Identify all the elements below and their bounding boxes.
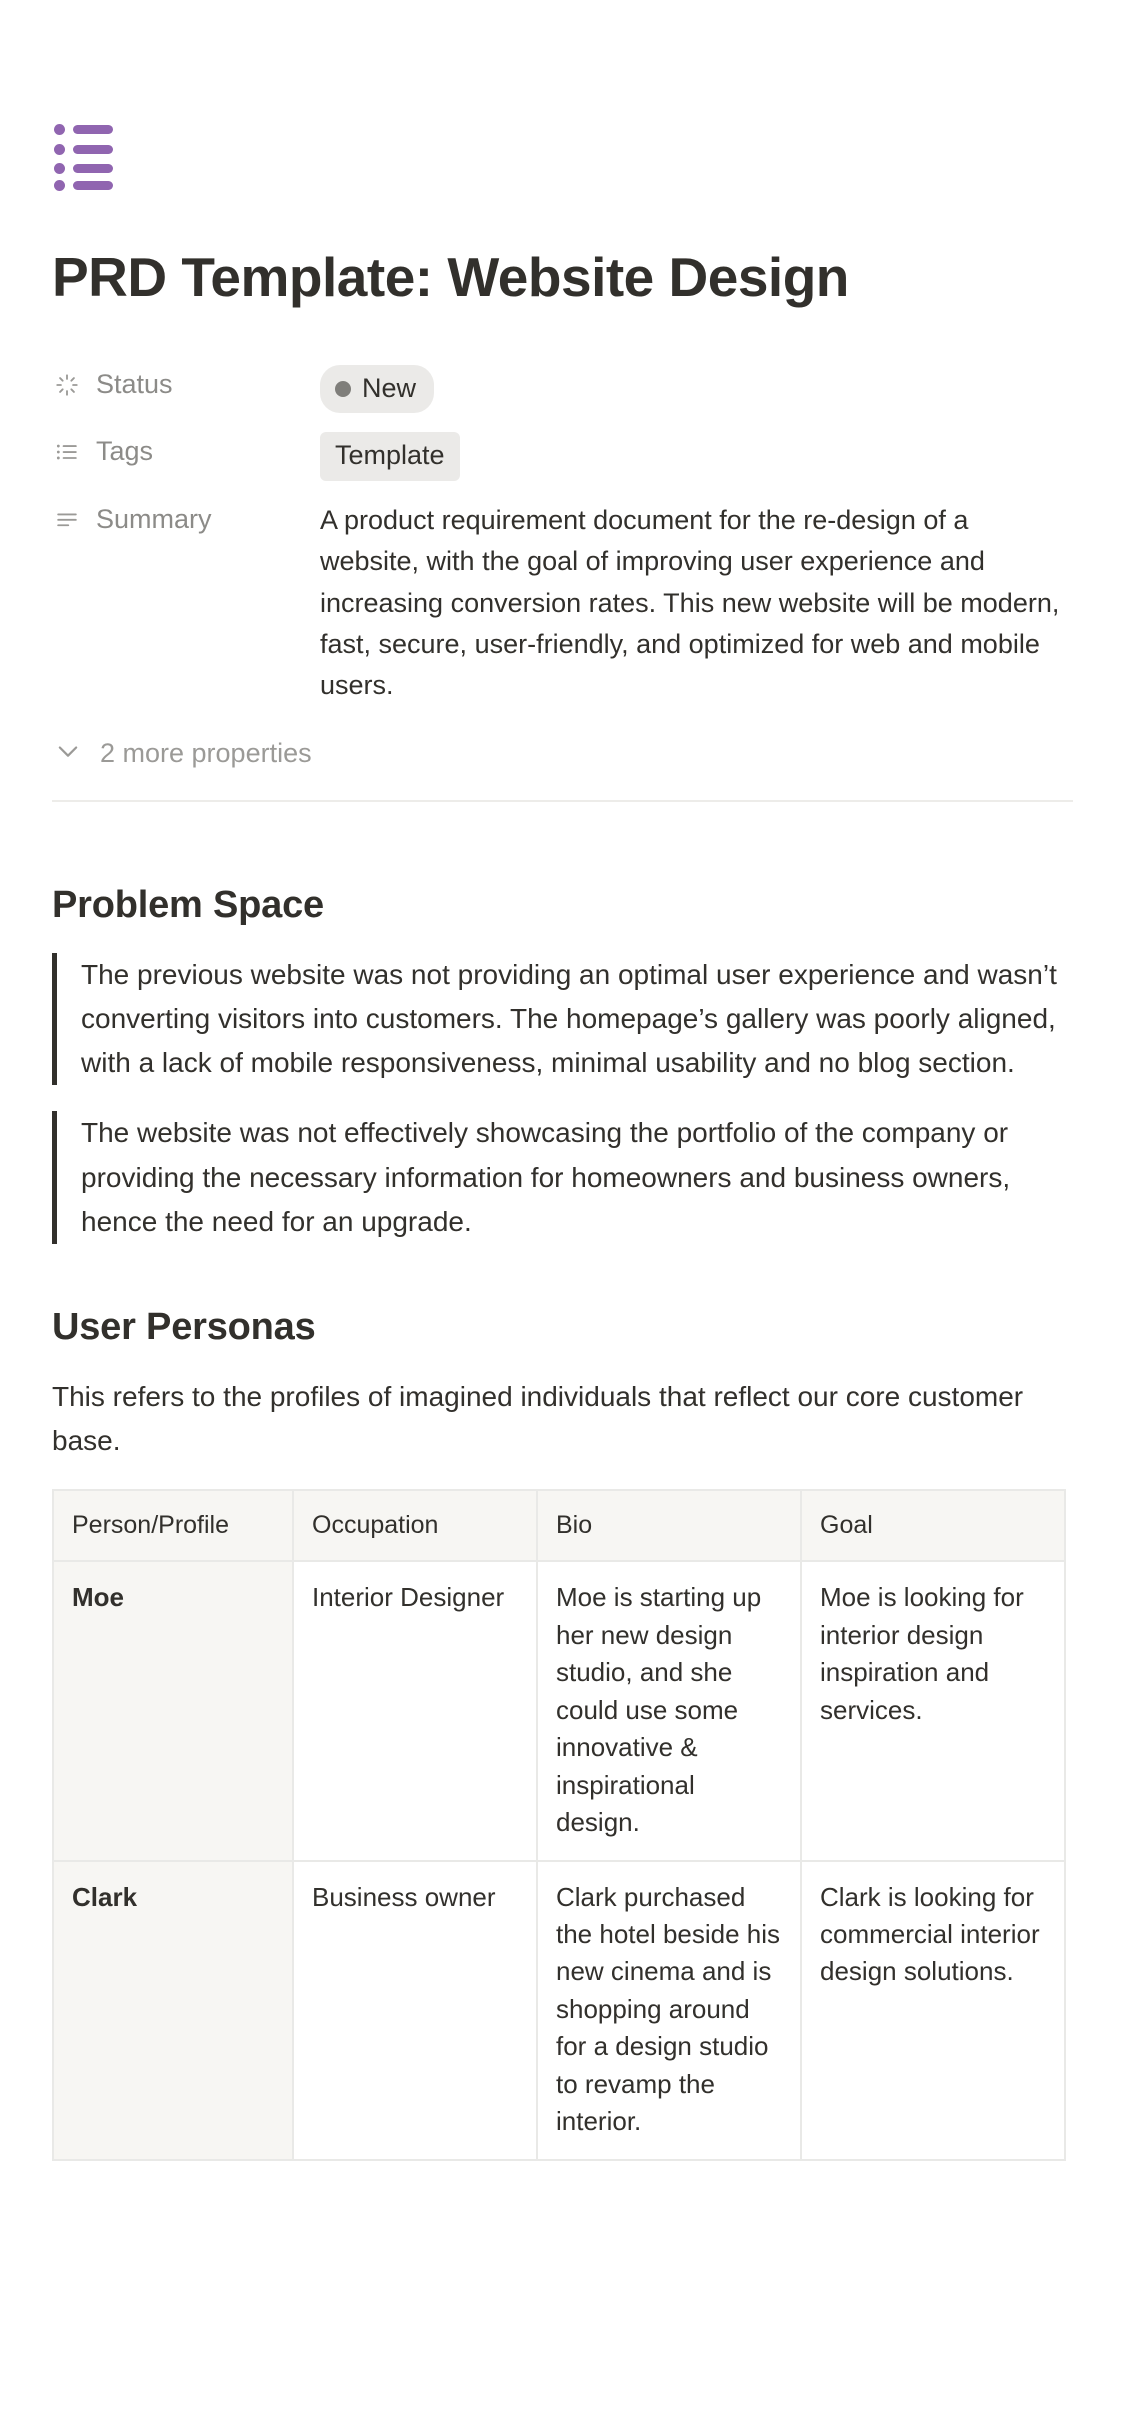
property-label-tags xyxy=(52,427,320,469)
status-dot-icon xyxy=(335,381,351,397)
cell-person[interactable]: Clark xyxy=(53,1861,293,2160)
property-name: Tags xyxy=(96,436,154,467)
property-value-status[interactable] xyxy=(320,360,1073,413)
heading-problem-space: Problem Space xyxy=(52,883,324,926)
table-row xyxy=(53,1561,1065,1860)
column-header-person[interactable]: Person/Profile xyxy=(53,1490,293,1561)
bulleted-list-icon[interactable] xyxy=(52,118,128,194)
property-label-summary xyxy=(52,495,320,537)
column-header-bio[interactable]: Bio xyxy=(537,1490,801,1561)
cell-occupation[interactable]: Business owner xyxy=(293,1861,537,2160)
bulleted-list-icon xyxy=(52,437,82,467)
table-header-row xyxy=(53,1490,1065,1561)
property-row-status[interactable] xyxy=(52,353,1073,420)
chevron-down-icon xyxy=(54,737,82,770)
status-badge-label: New xyxy=(362,373,417,404)
heading-user-personas: User Personas xyxy=(52,1306,316,1348)
more-properties-toggle[interactable] xyxy=(52,713,1073,800)
page-title[interactable]: PRD Template: Website Design xyxy=(52,246,849,308)
property-name: Status xyxy=(96,369,173,400)
property-value-tags[interactable] xyxy=(320,427,1073,481)
properties-panel xyxy=(52,353,1073,801)
property-name: Summary xyxy=(96,504,212,535)
property-label-status xyxy=(52,360,320,402)
cell-goal[interactable]: Clark is looking for commercial interior design solutions. xyxy=(801,1861,1065,2160)
text-lines-icon xyxy=(52,505,82,535)
cell-person[interactable]: Moe xyxy=(53,1561,293,1860)
property-row-summary[interactable] xyxy=(52,488,1073,712)
cell-occupation[interactable]: Interior Designer xyxy=(293,1561,537,1860)
column-header-goal[interactable]: Goal xyxy=(801,1490,1065,1561)
status-spinner-icon xyxy=(52,370,82,400)
quote-block: The website was not effectively showcasing the portfolio of the company or providing the necessary information for homeowners and business owners, hence the need for an upgrade. xyxy=(52,1111,1073,1244)
column-header-occupation[interactable]: Occupation xyxy=(293,1490,537,1561)
document-body xyxy=(52,802,1073,2161)
user-personas-table xyxy=(52,1489,1066,2160)
tag-badge[interactable]: Template xyxy=(320,432,460,481)
document-page xyxy=(0,118,1125,2436)
user-personas-intro: This refers to the profiles of imagined individuals that reflect our core customer base. xyxy=(52,1381,1024,1457)
cell-bio[interactable]: Moe is starting up her new design studio, and she could use some innovative & inspirational design. xyxy=(537,1561,801,1860)
quote-block: The previous website was not providing an optimal user experience and wasn’t converting visitors into customers. The homepage’s gallery was poorly aligned, with a lack of mobile responsiveness, minimal usability and no blog section. xyxy=(52,953,1073,1086)
table-row xyxy=(53,1861,1065,2160)
property-row-tags[interactable] xyxy=(52,420,1073,488)
status-badge[interactable] xyxy=(320,365,434,413)
cell-goal[interactable]: Moe is looking for interior design inspiration and services. xyxy=(801,1561,1065,1860)
more-properties-label: 2 more properties xyxy=(100,737,312,768)
user-personas-table-wrapper xyxy=(52,1489,1073,2160)
property-value-summary[interactable]: A product requirement document for the re-design of a website, with the goal of improving user experience and increasing conversion rates. This new website will be modern, fast, secure, user-friendly, and optimized for web and mobile users. xyxy=(320,505,1060,700)
cell-bio[interactable]: Clark purchased the hotel beside his new cinema and is shopping around for a design studio to revamp the interior. xyxy=(537,1861,801,2160)
